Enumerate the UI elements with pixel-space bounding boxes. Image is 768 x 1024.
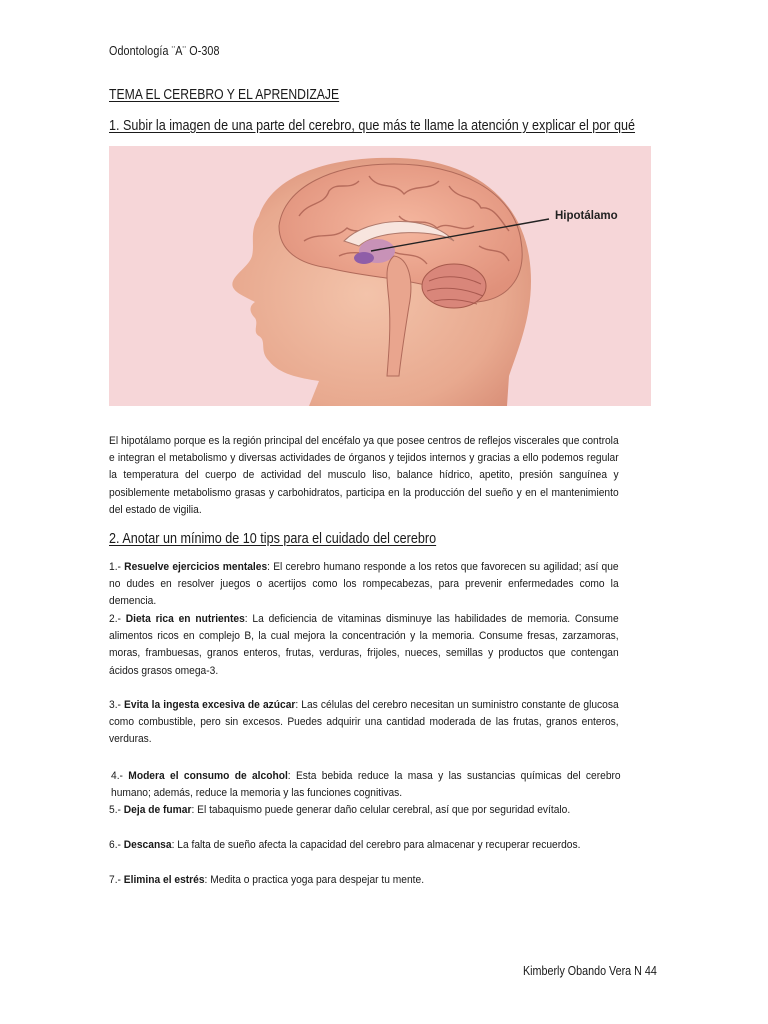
tip-text: : El tabaquismo puede generar daño celular cerebral, así que por seguridad evítalo. — [191, 804, 571, 816]
tip-text: : El cerebro humano responde a los retos que favorecen su agilidad; así que no dudes en resolver juegos o acertijos como los rompecabezas, para prevenir enfermedades como la demencia. — [109, 561, 619, 608]
tip-text: : La deficiencia de vitaminas disminuye las habilidades de memoria. Consume alimentos ricos en complejo B, la cual mejora la concentración y la memoria. Consume fresas, zarzamoras, moras, frambuesas, granos enteros, frutas, verduras, frijoles, nueces, semillas y productos que contengan ácidos grasos omega-3. — [109, 613, 619, 677]
tip-5 — [109, 802, 619, 819]
tip-number: 4.- — [111, 770, 123, 782]
tip-text: : La falta de sueño afecta la capacidad del cerebro para almacenar y recuperar recuerdos. — [171, 839, 581, 851]
brain-illustration — [109, 146, 651, 406]
tip-1 — [109, 559, 619, 611]
tip-title: Resuelve ejercicios mentales — [124, 561, 268, 573]
tip-title: Evita la ingesta excesiva de azúcar — [124, 699, 296, 711]
tip-text: : Las células del cerebro necesitan un suministro constante de glucosa como combustible, pero sin excesos. Puedes adquirir una cantidad moderada de las frutas, granos enteros, verduras. — [109, 699, 619, 746]
topic-title: TEMA EL CEREBRO Y EL APRENDIZAJE — [109, 87, 340, 103]
tip-title: Descansa — [123, 839, 172, 851]
tip-number: 6.- — [109, 839, 121, 851]
tip-number: 2.- — [109, 613, 121, 625]
head-brain-drawing — [109, 146, 651, 406]
course-header: Odontología ¨A¨ O-308 — [109, 44, 220, 58]
tip-text: : Medita o practica yoga para despejar tu mente. — [204, 874, 425, 886]
tip-number: 5.- — [109, 804, 121, 816]
tip-title: Deja de fumar — [123, 804, 192, 816]
question-2-heading: 2. Anotar un mínimo de 10 tips para el cuidado del cerebro — [109, 530, 437, 547]
tip-2 — [109, 611, 619, 680]
tip-number: 7.- — [109, 874, 121, 886]
tip-text: : Esta bebida reduce la masa y las sustancias químicas del cerebro humano; además, reduce la memoria y las funciones cognitivas. — [111, 770, 621, 800]
tip-title: Elimina el estrés — [123, 874, 205, 886]
hypothalamus-label: Hipotálamo — [555, 210, 618, 222]
tip-number: 3.- — [109, 699, 121, 711]
explanation-paragraph: El hipotálamo porque es la región principal del encéfalo ya que posee centros de reflejos viscerales que controla e integran el metabolismo y diversas actividades de órganos y tejidos internos y gracias a ello podemos regular la temperatura del cuerpo de actividad del musculo liso, balance hídrico, apetito, presión sanguínea y posiblemente metabolismo grasas y carbohidratos, participa en la producción del sueño y en el mantenimiento del estado de vigilia. — [109, 435, 619, 516]
tip-3 — [109, 697, 619, 749]
tip-6 — [109, 837, 619, 854]
author-footer: Kimberly Obando Vera N 44 — [523, 964, 657, 978]
tip-7 — [109, 872, 619, 889]
question-1-heading: 1. Subir la imagen de una parte del cerebro, que más te llame la atención y explicar el por qué — [109, 117, 636, 134]
tip-title: Modera el consumo de alcohol — [128, 770, 288, 782]
tip-title: Dieta rica en nutrientes — [125, 613, 245, 625]
tip-4 — [111, 768, 621, 802]
tip-number: 1.- — [109, 561, 121, 573]
